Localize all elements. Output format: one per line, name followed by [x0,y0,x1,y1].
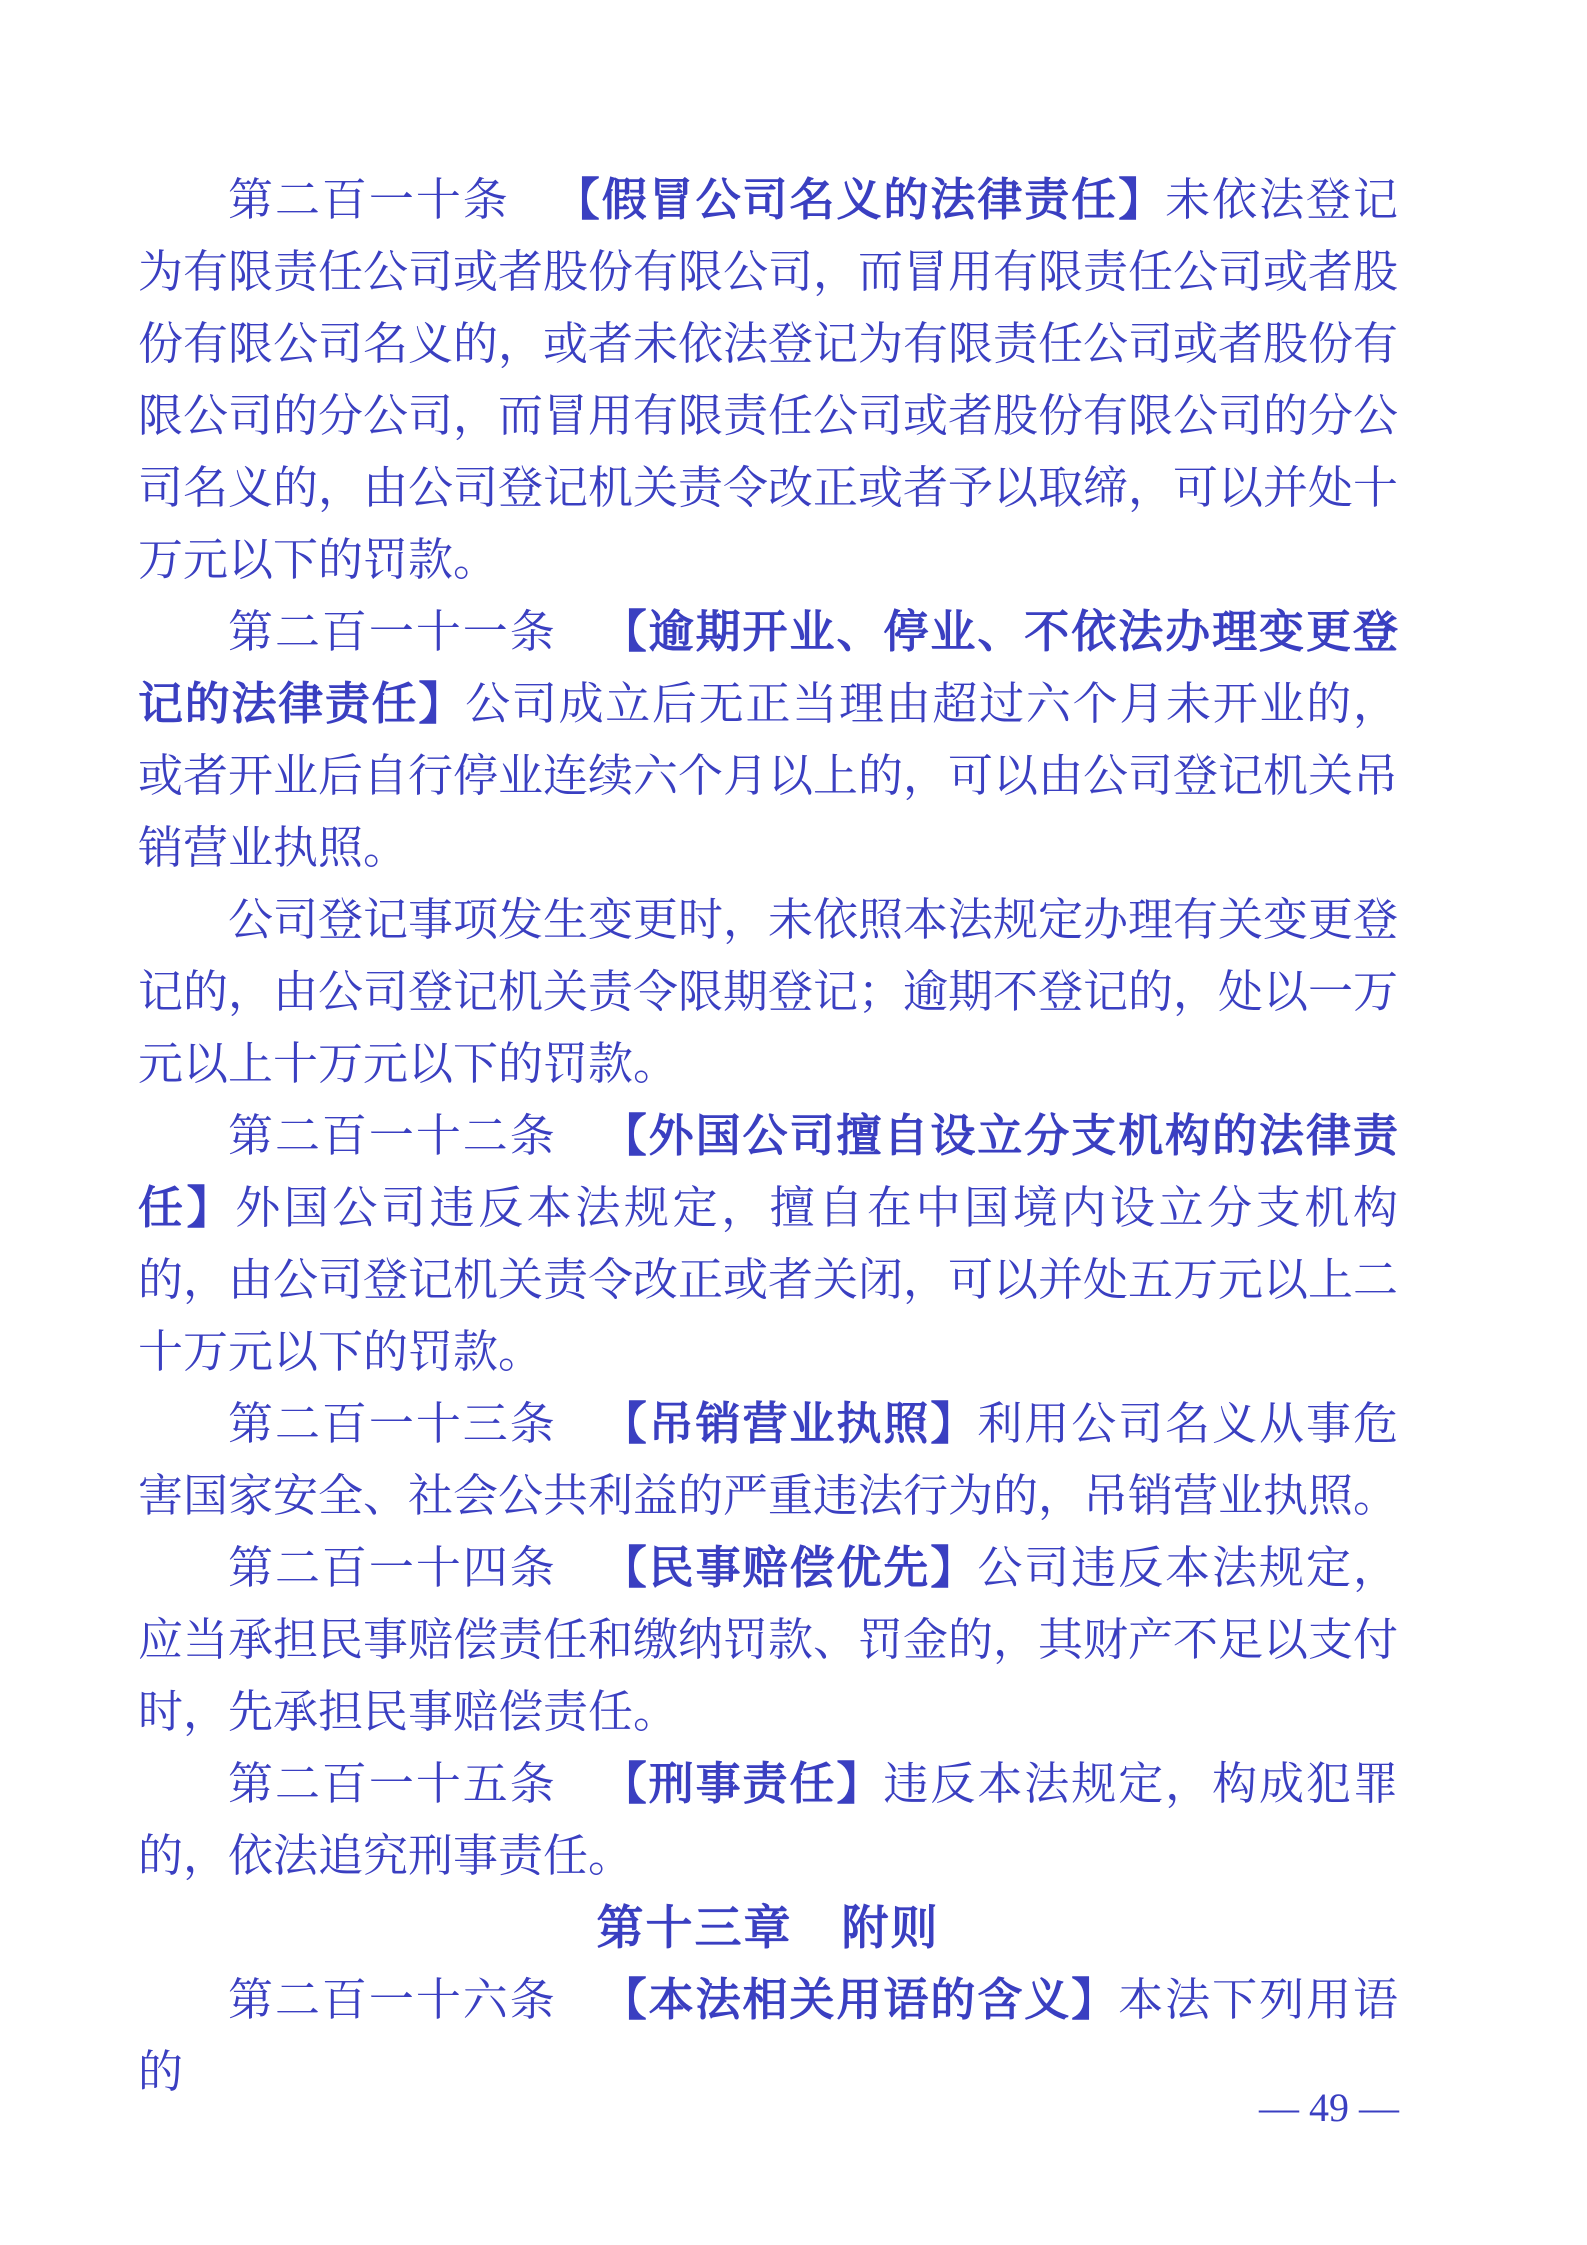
article-paragraph-210 [138,164,1398,596]
article-title: 【吊销营业执照】 [601,1399,978,1449]
article-body: 公司违反本法规定，应当承担民事赔偿责任和缴纳罚款、罚金的，其财产不足以支付时，先承担民事赔偿责任。 [138,1543,1399,1737]
article-paragraph-215 [138,1748,1398,1892]
article-title: 【假冒公司名义的法律责任】 [554,175,1166,225]
page-number: — 49 — [1259,2085,1399,2130]
article-body: 公司登记事项发生变更时，未依照本法规定办理有关变更登记的，由公司登记机关责令限期登记；逾期不登记的，处以一万元以上十万元以下的罚款。 [138,895,1399,1089]
article-number: 第二百一十二条 [228,1111,557,1161]
article-number: 第二百一十四条 [228,1543,557,1593]
article-title: 【刑事责任】 [601,1759,884,1809]
article-title: 【本法相关用语的含义】 [601,1975,1119,2025]
article-body: 本法下列用语的 [138,1975,1398,2097]
article-title: 【外国公司擅自设立分支机构的法律责任】 [138,1111,1398,1233]
article-body: 外国公司违反本法规定，擅自在中国境内设立分支机构的，由公司登记机关责令改正或者关闭，可以并处五万元以上二十万元以下的罚款。 [138,1183,1399,1377]
article-number: 第二百一十六条 [228,1975,557,2025]
article-paragraph-213 [138,1388,1398,1532]
article-paragraph-216 [138,1964,1398,2108]
article-number: 第二百一十三条 [228,1399,557,1449]
article-paragraph-211-2 [138,884,1398,1100]
article-number: 第二百一十一条 [228,607,557,657]
article-title: 【民事赔偿优先】 [601,1543,978,1593]
article-title: 【逾期开业、停业、不依法办理变更登记的法律责任】 [138,607,1398,729]
article-paragraph-212 [138,1100,1398,1388]
article-number: 第二百一十五条 [228,1759,557,1809]
article-body: 违反本法规定，构成犯罪的，依法追究刑事责任。 [138,1759,1398,1881]
article-body: 未依法登记为有限责任公司或者股份有限公司，而冒用有限责任公司或者股份有限公司名义的，或者未依法登记为有限责任公司或者股份有限公司的分公司，而冒用有限责任公司或者股份有限公司的分公司名义的，由公司登记机关责令改正或者予以取缔，可以并处十万元以下的罚款。 [138,175,1399,585]
law-text-block [138,164,1398,2108]
chapter-heading: 第十三章 附则 [596,1901,940,1954]
article-number: 第二百一十条 [228,175,510,225]
article-body: 公司成立后无正当理由超过六个月未开业的，或者开业后自行停业连续六个月以上的，可以由公司登记机关吊销营业执照。 [138,679,1399,873]
article-paragraph-211 [138,596,1398,884]
article-body: 利用公司名义从事危害国家安全、社会公共利益的严重违法行为的，吊销营业执照。 [138,1399,1399,1521]
article-paragraph-214 [138,1532,1398,1748]
